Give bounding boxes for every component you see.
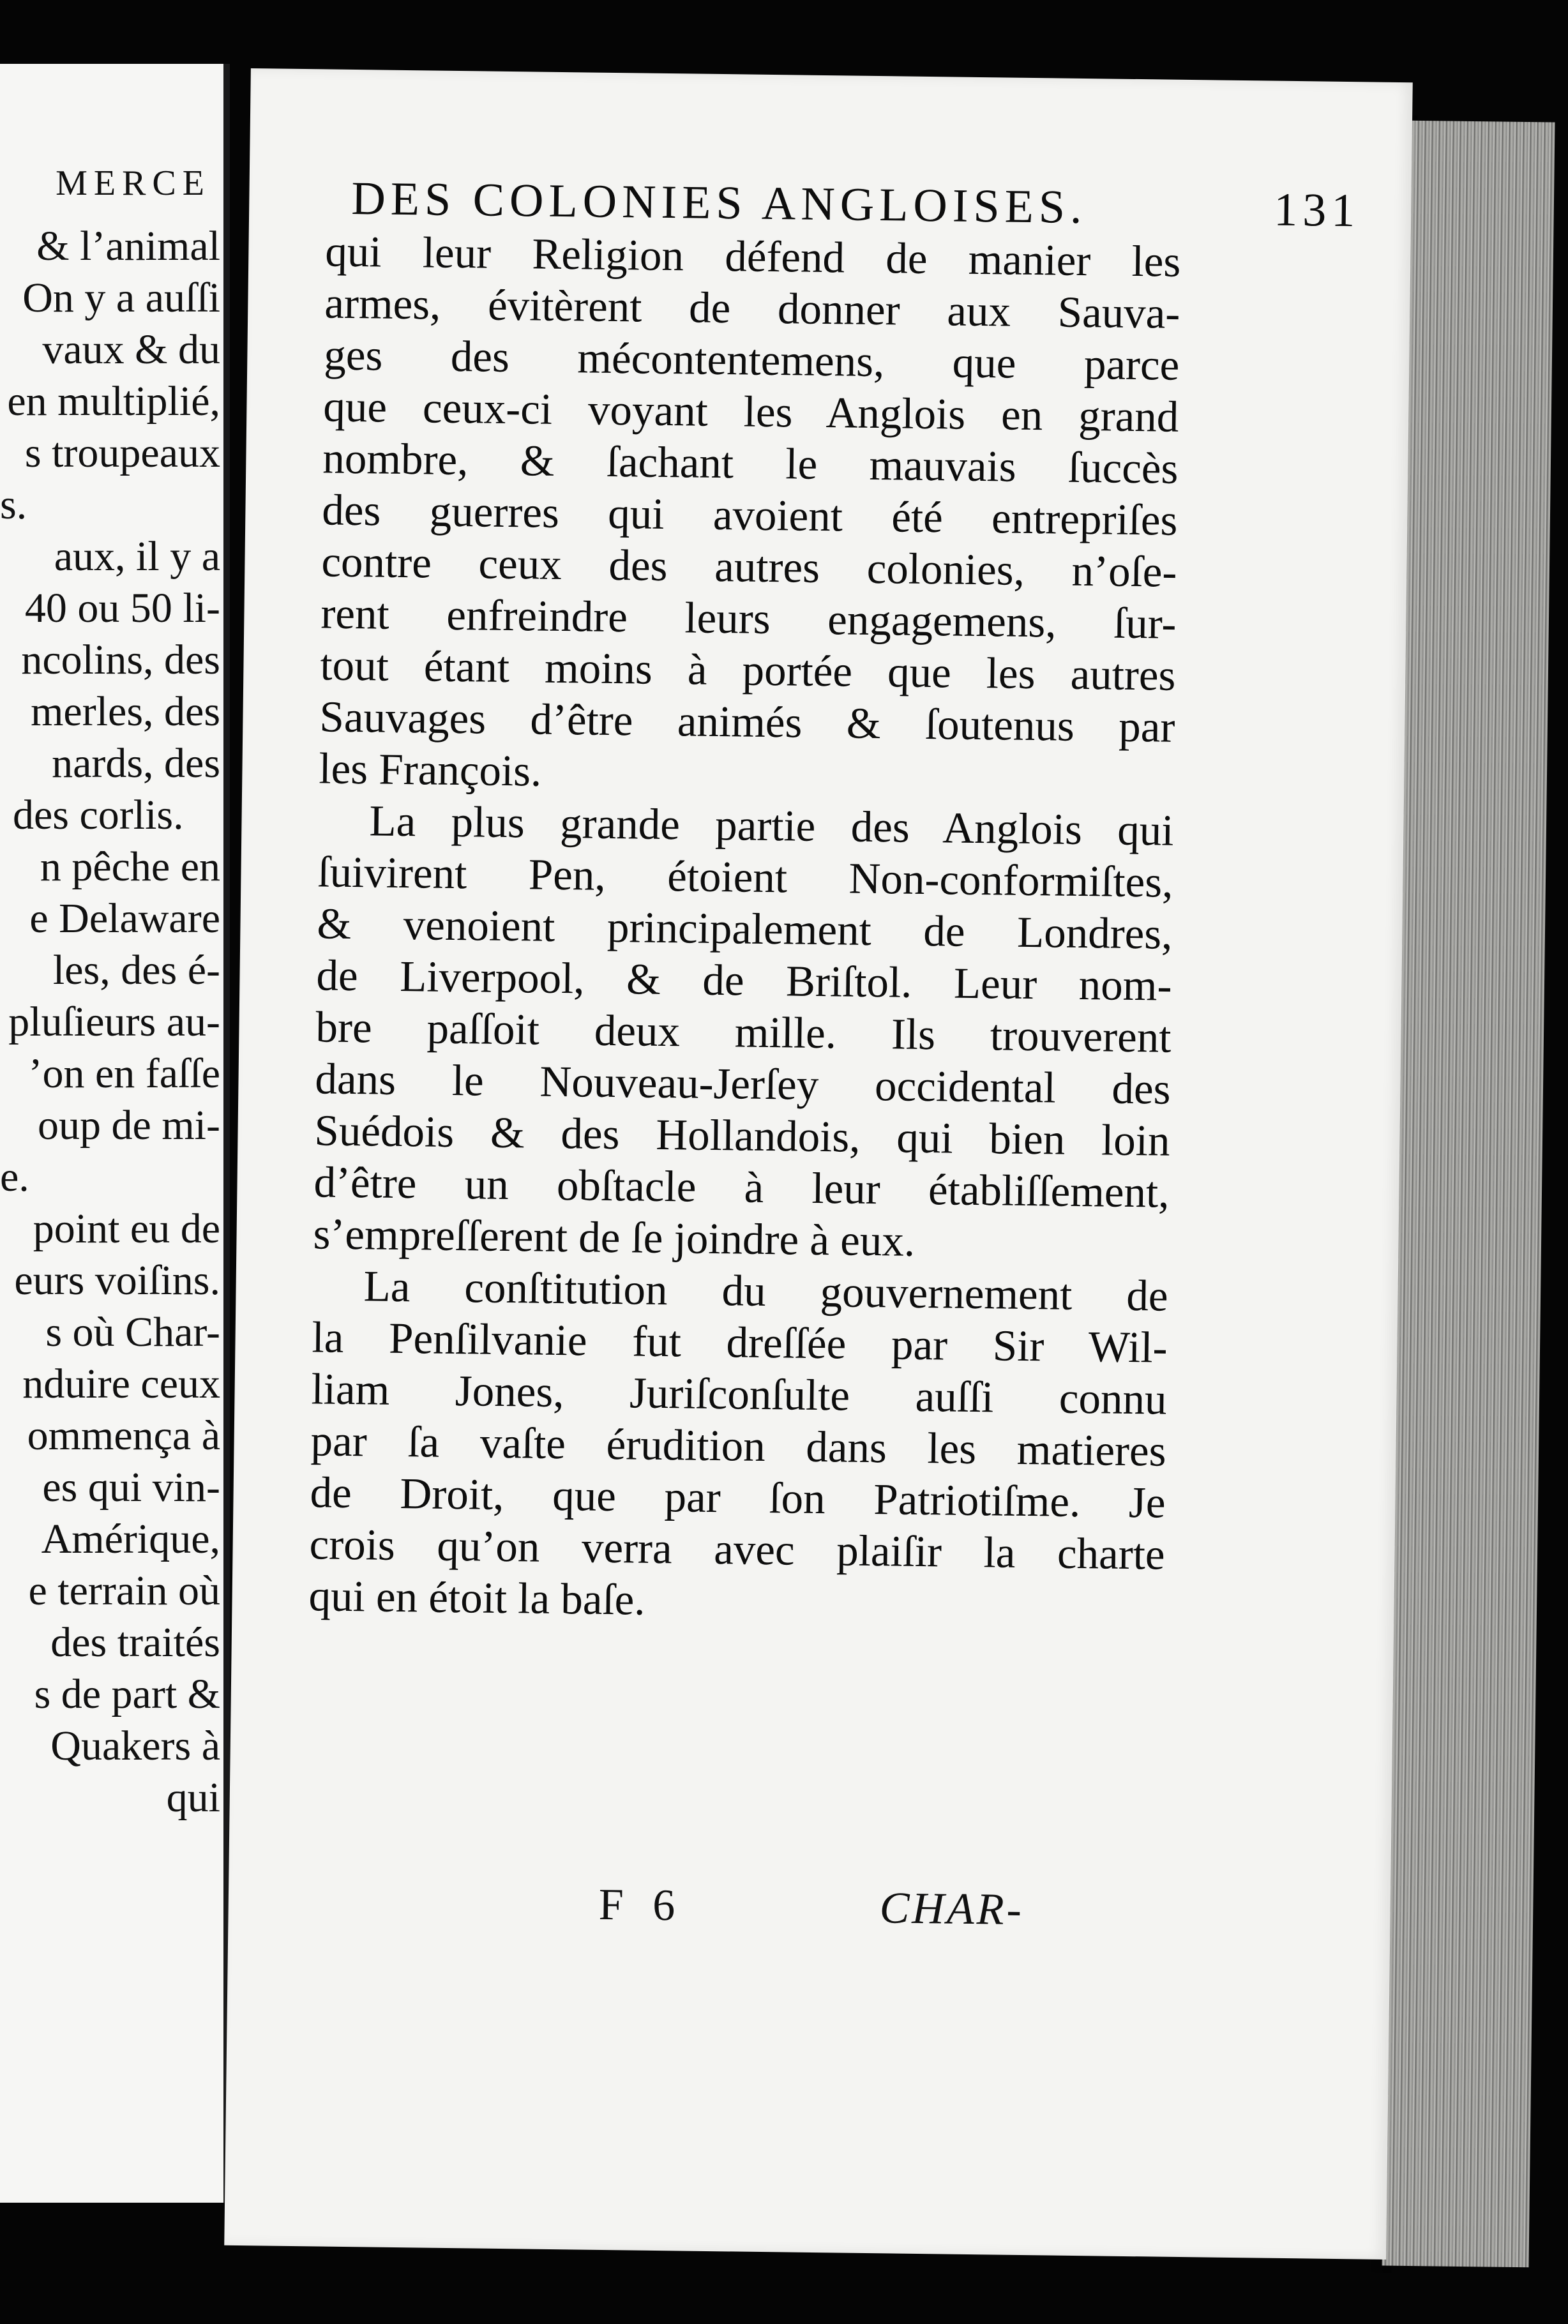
left-line: s. (0, 481, 27, 528)
left-line: s de part & (34, 1671, 220, 1717)
text-line: La plus grande partie des Anglois qui (369, 796, 1174, 855)
left-line: merles, des (31, 688, 220, 735)
left-line: pluſieurs au- (8, 999, 220, 1045)
left-line: point eu de (33, 1205, 220, 1252)
left-line: ’on en faſſe (28, 1050, 220, 1097)
left-line: des corlis. (13, 792, 184, 838)
text-line: & venoient principalement de Londres, (317, 899, 1173, 958)
text-line: ges des mécontentemens, que parce (323, 330, 1180, 389)
left-line: es qui vin- (42, 1464, 220, 1511)
text-line: s’empreſſerent de ſe joindre à eux. (313, 1209, 916, 1265)
page-body-text (308, 225, 1181, 1632)
left-line: 40 ou 50 li- (24, 585, 220, 631)
text-line: ſuivirent Pen, étoient Non-conformiſtes, (317, 847, 1173, 907)
text-line: contre ceux des autres colonies, n’oſe- (321, 537, 1177, 596)
left-line: aux, il y a (54, 533, 220, 580)
left-line: vaux & du (42, 326, 220, 373)
page-footer (229, 1875, 1391, 1935)
left-line: nards, des (52, 740, 220, 787)
left-line: eurs voiſins. (14, 1257, 220, 1304)
left-page-text (0, 220, 220, 1823)
text-line: qui en étoit la baſe. (308, 1571, 646, 1624)
text-line: de Droit, que par ſon Patriotiſme. Je (310, 1468, 1166, 1527)
left-line: n pêche en (40, 843, 220, 890)
left-line: nduire ceux (22, 1361, 220, 1407)
text-line: la Penſilvanie fut dreſſée par Sir Wil- (312, 1313, 1168, 1372)
left-line: les, des é- (52, 947, 220, 993)
running-head-title: DES COLONIES ANGLOISES. (351, 172, 1088, 234)
left-line: e Delaware (29, 895, 220, 942)
left-line: Quakers à (50, 1723, 220, 1769)
text-line: qui leur Religion défend de manier les (324, 227, 1181, 286)
catchword: CHAR- (879, 1883, 1025, 1935)
left-running-head: MERCE (56, 163, 211, 203)
left-page (0, 64, 230, 2203)
text-line: Sauvages d’être animés & ſoutenus par (319, 692, 1175, 751)
right-page (224, 68, 1413, 2260)
left-line: s où Char- (45, 1309, 220, 1355)
page-number: 131 (1273, 183, 1361, 238)
text-line: tout étant moins à portée que les autres (320, 640, 1176, 700)
text-line: des guerres qui avoient été entrepriſes (321, 485, 1178, 545)
text-line: liam Jones, Juriſconſulte auſſi connu (311, 1364, 1168, 1424)
left-line: ommença à (27, 1412, 220, 1459)
left-line: qui (166, 1774, 220, 1821)
text-line: les François. (319, 744, 542, 796)
text-line: nombre, & ſachant le mauvais ſuccès (322, 434, 1179, 493)
text-line: Suédois & des Hollandois, qui bien loin (314, 1106, 1170, 1165)
text-line: rent enfreindre leurs engagemens, ſur- (320, 589, 1177, 648)
left-line: On y a auſſi (22, 275, 220, 321)
text-line: armes, évitèrent de donner aux Sauva- (324, 278, 1180, 338)
left-line: Amérique, (41, 1516, 220, 1562)
text-line: crois qu’on verra avec plaiſir la charte (309, 1520, 1166, 1579)
left-line: en multiplié, (7, 378, 220, 425)
left-line: ncolins, des (21, 637, 220, 683)
text-line: par ſa vaſte érudition dans les matieres (310, 1416, 1167, 1475)
text-line: dans le Nouveau-Jerſey occidental des (315, 1054, 1171, 1113)
left-line: oup de mi- (38, 1102, 220, 1149)
left-line: s troupeaux (24, 430, 220, 476)
text-line: de Liverpool, & de Briſtol. Leur nom- (316, 951, 1172, 1010)
left-line: & l’animal (36, 223, 220, 269)
signature-mark: F 6 (598, 1880, 684, 1931)
text-line: bre paſſoit deux mille. Ils trouverent (315, 1002, 1172, 1062)
text-line: que ceux-ci voyant les Anglois en grand (322, 382, 1179, 441)
text-line: d’être un obſtacle à leur établiſſement, (313, 1158, 1170, 1217)
left-line: e. (0, 1154, 29, 1200)
left-line: e terrain où (28, 1567, 220, 1614)
left-line: des traités (50, 1619, 220, 1666)
text-line: La conſtitution du gouvernement de (363, 1262, 1168, 1320)
